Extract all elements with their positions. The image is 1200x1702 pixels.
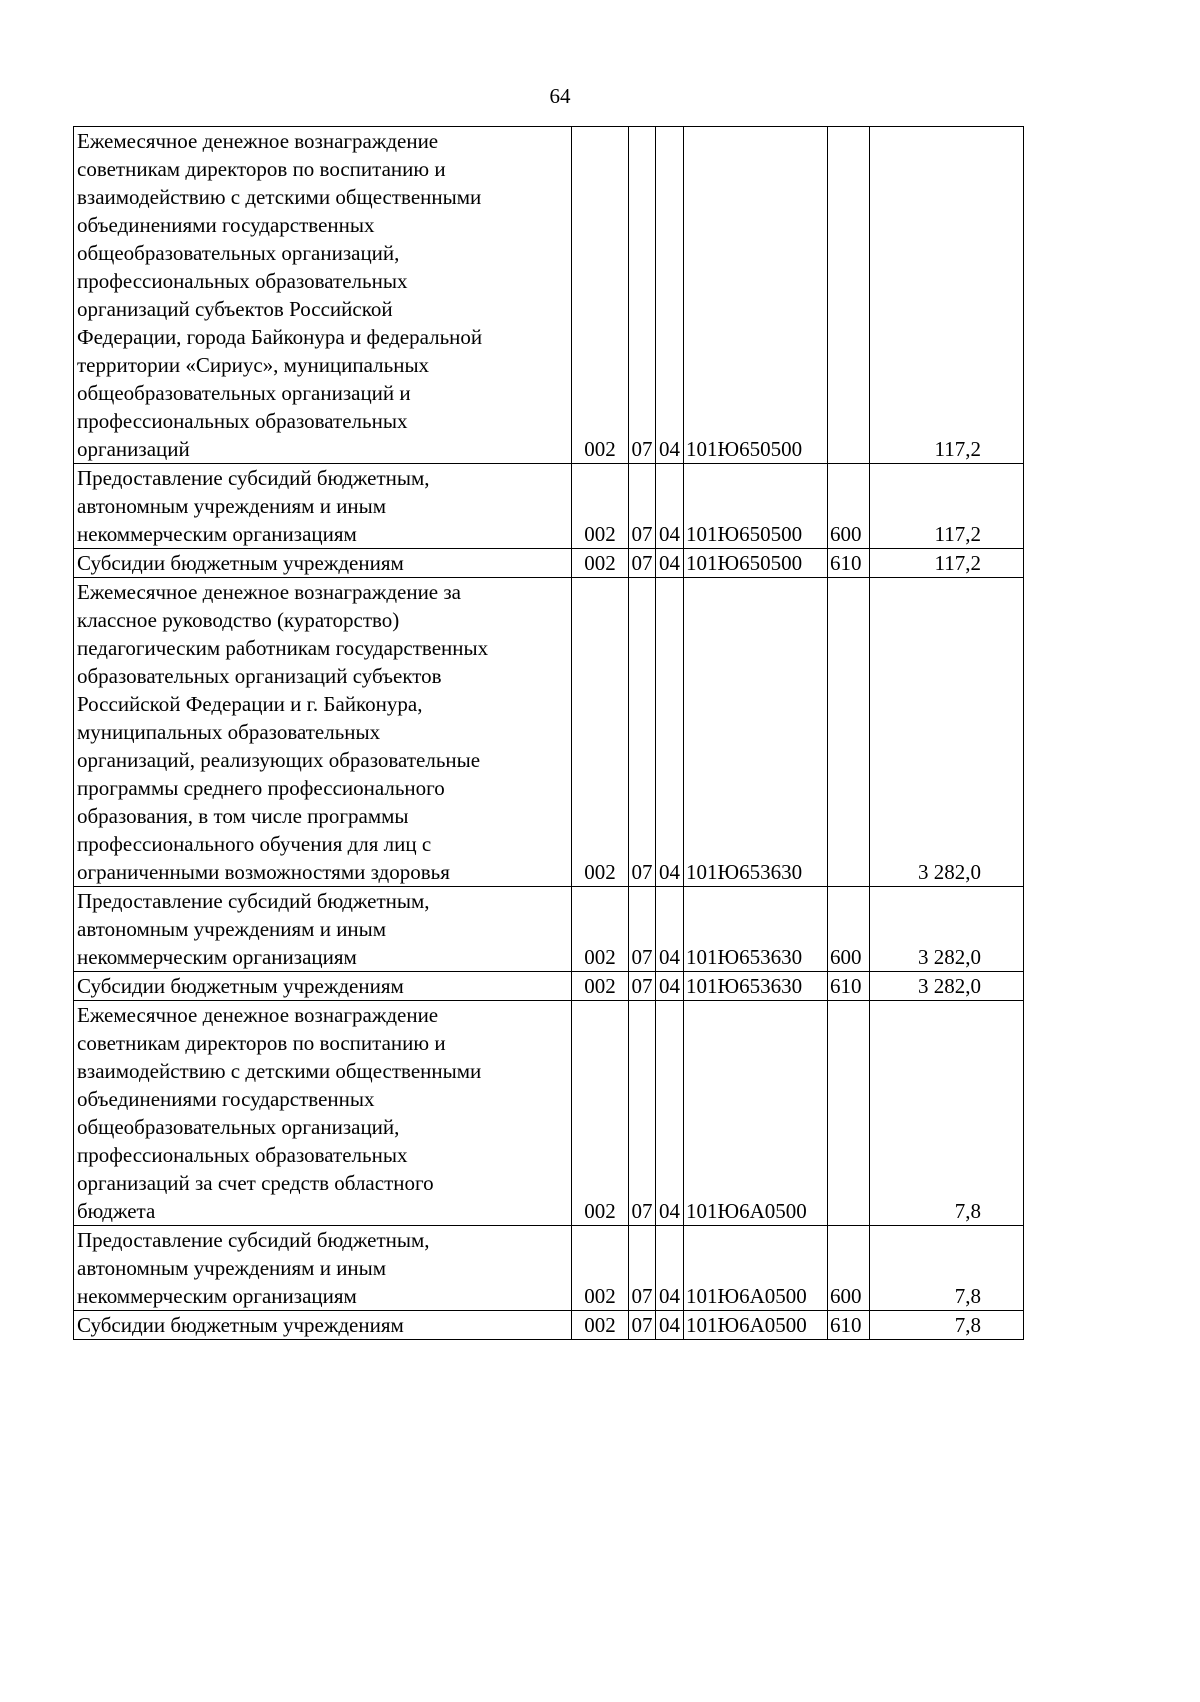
row-name-cell: Ежемесячное денежное вознаграждение советникам директоров по воспитанию и взаимодействию с детскими общественными объединениями государственных общеобразовательных организаций, профессиональных образовательных организаций субъектов Российской Федерации, города Байконура и федеральной территории «Сириус», муниципальных общеобразовательных организаций и профессиональных образовательных организаций <box>74 127 572 464</box>
section-code-cell: 07 <box>629 127 656 464</box>
expense-type-cell <box>828 127 870 464</box>
row-name-cell: Субсидии бюджетным учреждениям <box>74 1311 572 1340</box>
expense-type-cell <box>828 1001 870 1226</box>
budget-table <box>73 126 1024 1340</box>
subsection-code-cell: 04 <box>656 578 684 887</box>
row-name-cell: Предоставление субсидий бюджетным, автономным учреждениям и иным некоммерческим организациям <box>74 464 572 549</box>
section-code-cell: 07 <box>629 1311 656 1340</box>
target-article-cell: 101Ю653630 <box>684 578 828 887</box>
amount-cell: 117,2 <box>870 549 1024 578</box>
section-code-cell: 07 <box>629 549 656 578</box>
section-code-cell: 07 <box>629 578 656 887</box>
target-article-cell: 101Ю653630 <box>684 887 828 972</box>
amount-cell: 117,2 <box>870 127 1024 464</box>
subsection-code-cell: 04 <box>656 972 684 1001</box>
table-row <box>74 578 1024 887</box>
expense-type-cell: 610 <box>828 972 870 1001</box>
subsection-code-cell: 04 <box>656 887 684 972</box>
expense-type-cell: 610 <box>828 549 870 578</box>
amount-cell: 3 282,0 <box>870 972 1024 1001</box>
subsection-code-cell: 04 <box>656 127 684 464</box>
table-row <box>74 127 1024 464</box>
target-article-cell: 101Ю6А0500 <box>684 1311 828 1340</box>
row-name-cell: Субсидии бюджетным учреждениям <box>74 549 572 578</box>
table-row <box>74 972 1024 1001</box>
expense-type-cell: 610 <box>828 1311 870 1340</box>
table-row <box>74 549 1024 578</box>
target-article-cell: 101Ю653630 <box>684 972 828 1001</box>
page-number: 64 <box>549 84 571 108</box>
target-article-cell: 101Ю650500 <box>684 549 828 578</box>
dept-code-cell: 002 <box>572 1226 629 1311</box>
subsection-code-cell: 04 <box>656 464 684 549</box>
amount-cell: 7,8 <box>870 1001 1024 1226</box>
row-name-cell: Субсидии бюджетным учреждениям <box>74 972 572 1001</box>
dept-code-cell: 002 <box>572 972 629 1001</box>
subsection-code-cell: 04 <box>656 549 684 578</box>
row-name-cell: Ежемесячное денежное вознаграждение советникам директоров по воспитанию и взаимодействию с детскими общественными объединениями государственных общеобразовательных организаций, профессиональных образовательных организаций за счет средств областного бюджета <box>74 1001 572 1226</box>
expense-type-cell <box>828 578 870 887</box>
dept-code-cell: 002 <box>572 1311 629 1340</box>
table-row <box>74 464 1024 549</box>
dept-code-cell: 002 <box>572 887 629 972</box>
table-row <box>74 1001 1024 1226</box>
expense-type-cell: 600 <box>828 887 870 972</box>
table-row <box>74 1226 1024 1311</box>
target-article-cell: 101Ю6А0500 <box>684 1001 828 1226</box>
section-code-cell: 07 <box>629 464 656 549</box>
target-article-cell: 101Ю650500 <box>684 464 828 549</box>
row-name-cell: Предоставление субсидий бюджетным, автономным учреждениям и иным некоммерческим организациям <box>74 887 572 972</box>
budget-table-body <box>74 127 1024 1340</box>
subsection-code-cell: 04 <box>656 1311 684 1340</box>
row-name-cell: Ежемесячное денежное вознаграждение за классное руководство (кураторство) педагогическим работникам государственных образовательных организаций субъектов Российской Федерации и г. Байконура, муниципальных образовательных организаций, реализующих образовательные программы среднего профессионального образования, в том числе программы профессионального обучения для лиц с ограниченными возможностями здоровья <box>74 578 572 887</box>
amount-cell: 7,8 <box>870 1226 1024 1311</box>
dept-code-cell: 002 <box>572 127 629 464</box>
target-article-cell: 101Ю6А0500 <box>684 1226 828 1311</box>
dept-code-cell: 002 <box>572 464 629 549</box>
dept-code-cell: 002 <box>572 578 629 887</box>
dept-code-cell: 002 <box>572 549 629 578</box>
expense-type-cell: 600 <box>828 464 870 549</box>
section-code-cell: 07 <box>629 1001 656 1226</box>
amount-cell: 117,2 <box>870 464 1024 549</box>
target-article-cell: 101Ю650500 <box>684 127 828 464</box>
amount-cell: 3 282,0 <box>870 887 1024 972</box>
expense-type-cell: 600 <box>828 1226 870 1311</box>
table-row <box>74 1311 1024 1340</box>
amount-cell: 3 282,0 <box>870 578 1024 887</box>
subsection-code-cell: 04 <box>656 1001 684 1226</box>
section-code-cell: 07 <box>629 972 656 1001</box>
subsection-code-cell: 04 <box>656 1226 684 1311</box>
row-name-cell: Предоставление субсидий бюджетным, автономным учреждениям и иным некоммерческим организациям <box>74 1226 572 1311</box>
dept-code-cell: 002 <box>572 1001 629 1226</box>
section-code-cell: 07 <box>629 1226 656 1311</box>
amount-cell: 7,8 <box>870 1311 1024 1340</box>
table-row <box>74 887 1024 972</box>
section-code-cell: 07 <box>629 887 656 972</box>
